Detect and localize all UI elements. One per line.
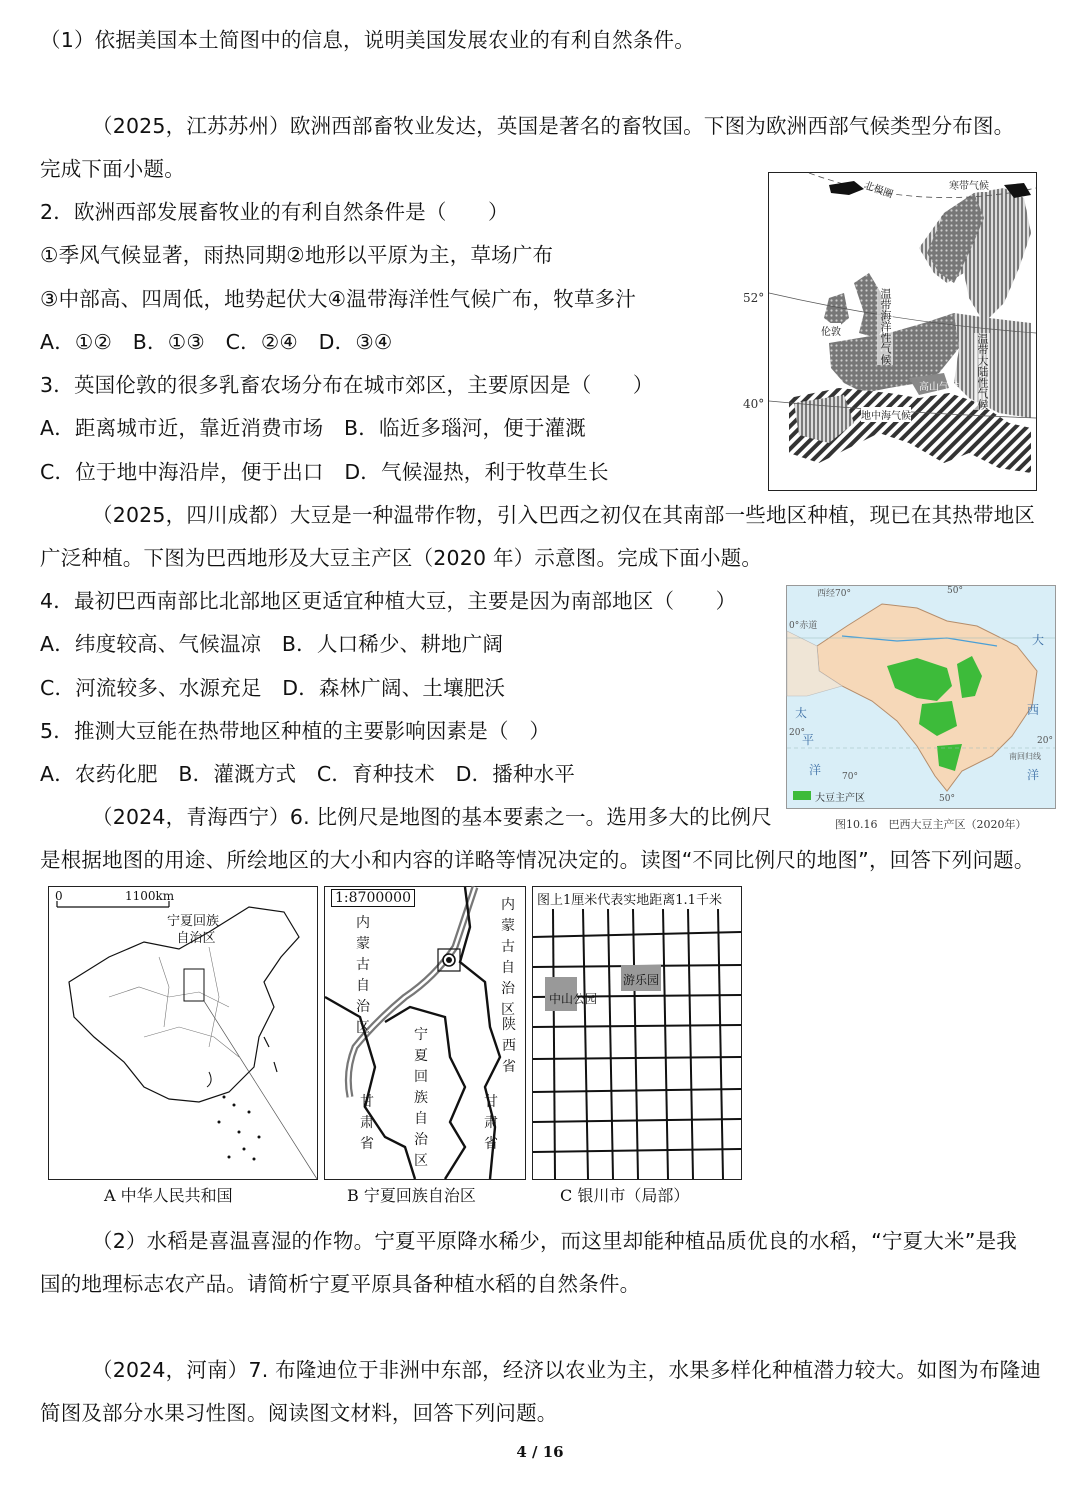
label-temperate-maritime: 温带海洋性气候 bbox=[879, 288, 892, 365]
gs2-char: 肃 bbox=[484, 1115, 498, 1131]
label-pacific bbox=[795, 701, 807, 725]
section-brazil-intro-cont: 广泛种植。下图为巴西地形及大豆主产区（2020 年）示意图。完成下面小题。 bbox=[40, 546, 763, 570]
sx-char: 陕 bbox=[502, 1017, 516, 1033]
map-c-yinchuan bbox=[532, 886, 742, 1180]
label-gansu-left bbox=[359, 1092, 375, 1155]
label-zhongshan-park: 中山公园 bbox=[549, 992, 598, 1006]
label-lat-20: 20° bbox=[789, 728, 805, 738]
label-equator: 0°赤道 bbox=[789, 621, 818, 631]
nmg-char: 治 bbox=[356, 999, 370, 1015]
nx-char: 夏 bbox=[414, 1048, 428, 1064]
gs1-char: 省 bbox=[360, 1136, 374, 1152]
question-3-stem: 3．英国伦敦的很多乳畜农场分布在城市郊区，主要原因是（ ） bbox=[40, 373, 654, 397]
section-burundi-intro: （2024，河南）7. 布隆迪位于非洲中东部，经济以农业为主，水果多样化种植潜力较大。如图为布隆迪 bbox=[92, 1358, 1042, 1382]
nmg2-char: 自 bbox=[501, 960, 515, 976]
label-atlantic-3: 洋 bbox=[1027, 768, 1040, 782]
section-brazil-intro: （2025，四川成都）大豆是一种温带作物，引入巴西之初仅在其南部一些地区种植，现已在其热带地区 bbox=[92, 503, 1036, 527]
nmg2-char: 蒙 bbox=[501, 918, 515, 934]
label-cold-climate: 寒带气候 bbox=[949, 177, 989, 192]
legend-label: 大豆主产区 bbox=[815, 793, 865, 804]
nmg2-char: 区 bbox=[501, 1002, 515, 1018]
label-gansu-right bbox=[483, 1092, 499, 1155]
nx-char: 宁 bbox=[414, 1027, 428, 1043]
question-5-options: A．农药化肥 B．灌溉方式 C．育种技术 D．播种水平 bbox=[40, 762, 576, 786]
ningxia-label-line1: 宁夏回族 bbox=[167, 914, 220, 929]
nmg2-char: 古 bbox=[501, 939, 515, 955]
question-2-stem: 2．欧洲西部发展畜牧业的有利自然条件是（ ） bbox=[40, 200, 509, 224]
nmg-char: 内 bbox=[356, 915, 370, 931]
label-pacific-2: 平 bbox=[802, 733, 815, 747]
question-4-options-ab: A．纬度较高、气候温凉 B．人口稀少、耕地广阔 bbox=[40, 632, 504, 656]
nmg-char: 自 bbox=[356, 978, 370, 994]
question-4-options-cd: C．河流较多、水源充足 D．森林广阔、土壤肥沃 bbox=[40, 676, 506, 700]
question-3-options-cd: C．位于地中海沿岸，便于出口 D．气候湿热，利于牧草生长 bbox=[40, 460, 609, 484]
label-lat-40: 40° bbox=[743, 397, 765, 411]
nmg-char: 区 bbox=[356, 1020, 370, 1036]
question-5-stem: 5．推测大豆能在热带地区种植的主要影响因素是（ ） bbox=[40, 719, 551, 743]
section-europe-intro: （2025，江苏苏州）欧洲西部畜牧业发达，英国是著名的畜牧国。下图为欧洲西部气候类型分布图。 bbox=[92, 114, 1015, 138]
nx-char: 族 bbox=[414, 1090, 428, 1106]
nmg2-char: 内 bbox=[501, 897, 515, 913]
question-6-2-line1: （2）水稻是喜温喜湿的作物。宁夏平原降水稀少，而这里却能种植品质优良的水稻，“宁夏大米”是我 bbox=[92, 1229, 1017, 1253]
pacific-char-1: 太 bbox=[795, 706, 808, 720]
scale-label-km: 1100km bbox=[125, 889, 175, 903]
label-ningxia bbox=[413, 1025, 429, 1172]
ningxia-label-line2: 自治区 bbox=[176, 931, 216, 946]
question-6-2-line2: 国的地理标志农产品。请简析宁夏平原具备种植水稻的自然条件。 bbox=[40, 1272, 641, 1296]
label-london: 伦敦 bbox=[821, 323, 841, 338]
label-amusement-park: 游乐园 bbox=[623, 973, 660, 987]
label-shaanxi bbox=[501, 1015, 517, 1078]
gs1-char: 肃 bbox=[360, 1115, 374, 1131]
label-lon-70-bottom: 70° bbox=[842, 772, 858, 782]
map-b-scale: 1:8700000 bbox=[331, 889, 415, 907]
label-mountain-climate: 高山气候 bbox=[919, 382, 959, 393]
label-atlantic-1: 大 bbox=[1032, 633, 1045, 647]
label-mediterranean: 地中海气候 bbox=[861, 407, 911, 422]
section-burundi-intro-cont: 简图及部分水果习性图。阅读图文材料，回答下列问题。 bbox=[40, 1401, 558, 1425]
nx-char: 回 bbox=[414, 1069, 428, 1085]
brazil-map-caption: 图10.16 巴西大豆主产区（2020年） bbox=[835, 818, 1027, 831]
legend-swatch bbox=[793, 791, 811, 800]
section-scale-intro: （2024，青海西宁）6. 比例尺是地图的基本要素之一。选用多大的比例尺 bbox=[92, 805, 772, 829]
gs1-char: 甘 bbox=[360, 1094, 374, 1110]
map-b-caption: B 宁夏回族自治区 bbox=[347, 1186, 476, 1205]
europe-climate-map bbox=[743, 172, 1037, 491]
label-atlantic-2: 西 bbox=[1027, 703, 1040, 717]
label-lon-70: 西经70° bbox=[817, 589, 851, 599]
nmg2-char: 治 bbox=[501, 981, 515, 997]
map-c-scale: 图上1厘米代表实地距离1.1千米 bbox=[537, 889, 724, 908]
nx-char: 治 bbox=[414, 1132, 428, 1148]
question-4-stem: 4．最初巴西南部比北部地区更适宜种植大豆，主要是因为南部地区（ ） bbox=[40, 589, 737, 613]
brazil-soybean-map bbox=[786, 585, 1056, 809]
label-nmg-left bbox=[355, 913, 371, 1039]
south-sea-islands bbox=[218, 1096, 261, 1161]
map-b-ningxia bbox=[324, 886, 526, 1180]
nmg-char: 蒙 bbox=[356, 936, 370, 952]
nx-char: 区 bbox=[414, 1153, 428, 1169]
label-arctic-circle: 北极圈 bbox=[862, 180, 895, 201]
nmg-char: 古 bbox=[356, 957, 370, 973]
question-3-options-ab: A．距离城市近，靠近消费市场 B．临近多瑙河，便于灌溉 bbox=[40, 416, 586, 440]
section-scale-intro-cont: 是根据地图的用途、所绘地区的大小和内容的详略等情况决定的。读图“不同比例尺的地图”，回答下列问题。 bbox=[40, 848, 1035, 872]
nx-char: 自 bbox=[414, 1111, 428, 1127]
scale-label-zero: 0 bbox=[55, 889, 63, 903]
page-number: 4 / 16 bbox=[516, 1443, 564, 1461]
label-lat-50: 50° bbox=[939, 794, 955, 804]
label-pacific-3: 洋 bbox=[809, 763, 822, 777]
sx-char: 西 bbox=[502, 1038, 516, 1054]
sx-char: 省 bbox=[502, 1059, 516, 1075]
label-temperate-continental: 温带大陆性气候 bbox=[976, 333, 989, 410]
label-lat-52: 52° bbox=[743, 291, 765, 305]
map-a-caption: A 中华人民共和国 bbox=[104, 1186, 233, 1205]
question-2-options: A．①② B．①③ C．②④ D．③④ bbox=[40, 330, 393, 354]
gs2-char: 甘 bbox=[484, 1094, 498, 1110]
gs2-char: 省 bbox=[484, 1136, 498, 1152]
street-grid bbox=[533, 909, 741, 1179]
question-2-item-line1: ①季风气候显著，雨热同期②地形以平原为主，草场广布 bbox=[40, 243, 554, 267]
label-lat-20-right: 20° bbox=[1037, 736, 1053, 746]
label-nmg-right bbox=[500, 895, 516, 1021]
section-europe-intro-cont: 完成下面小题。 bbox=[40, 157, 185, 181]
map-a-china bbox=[48, 886, 318, 1180]
question-2-item-line2: ③中部高、四周低，地势起伏大④温带海洋性气候广布，牧草多汁 bbox=[40, 287, 637, 311]
ningxia-label bbox=[167, 913, 219, 947]
label-tropic: 南回归线 bbox=[1009, 752, 1041, 761]
question-1-text: （1）依据美国本土简图中的信息，说明美国发展农业的有利自然条件。 bbox=[40, 28, 695, 52]
map-c-caption: C 银川市（局部） bbox=[560, 1186, 690, 1205]
label-lon-50: 50° bbox=[947, 586, 963, 596]
